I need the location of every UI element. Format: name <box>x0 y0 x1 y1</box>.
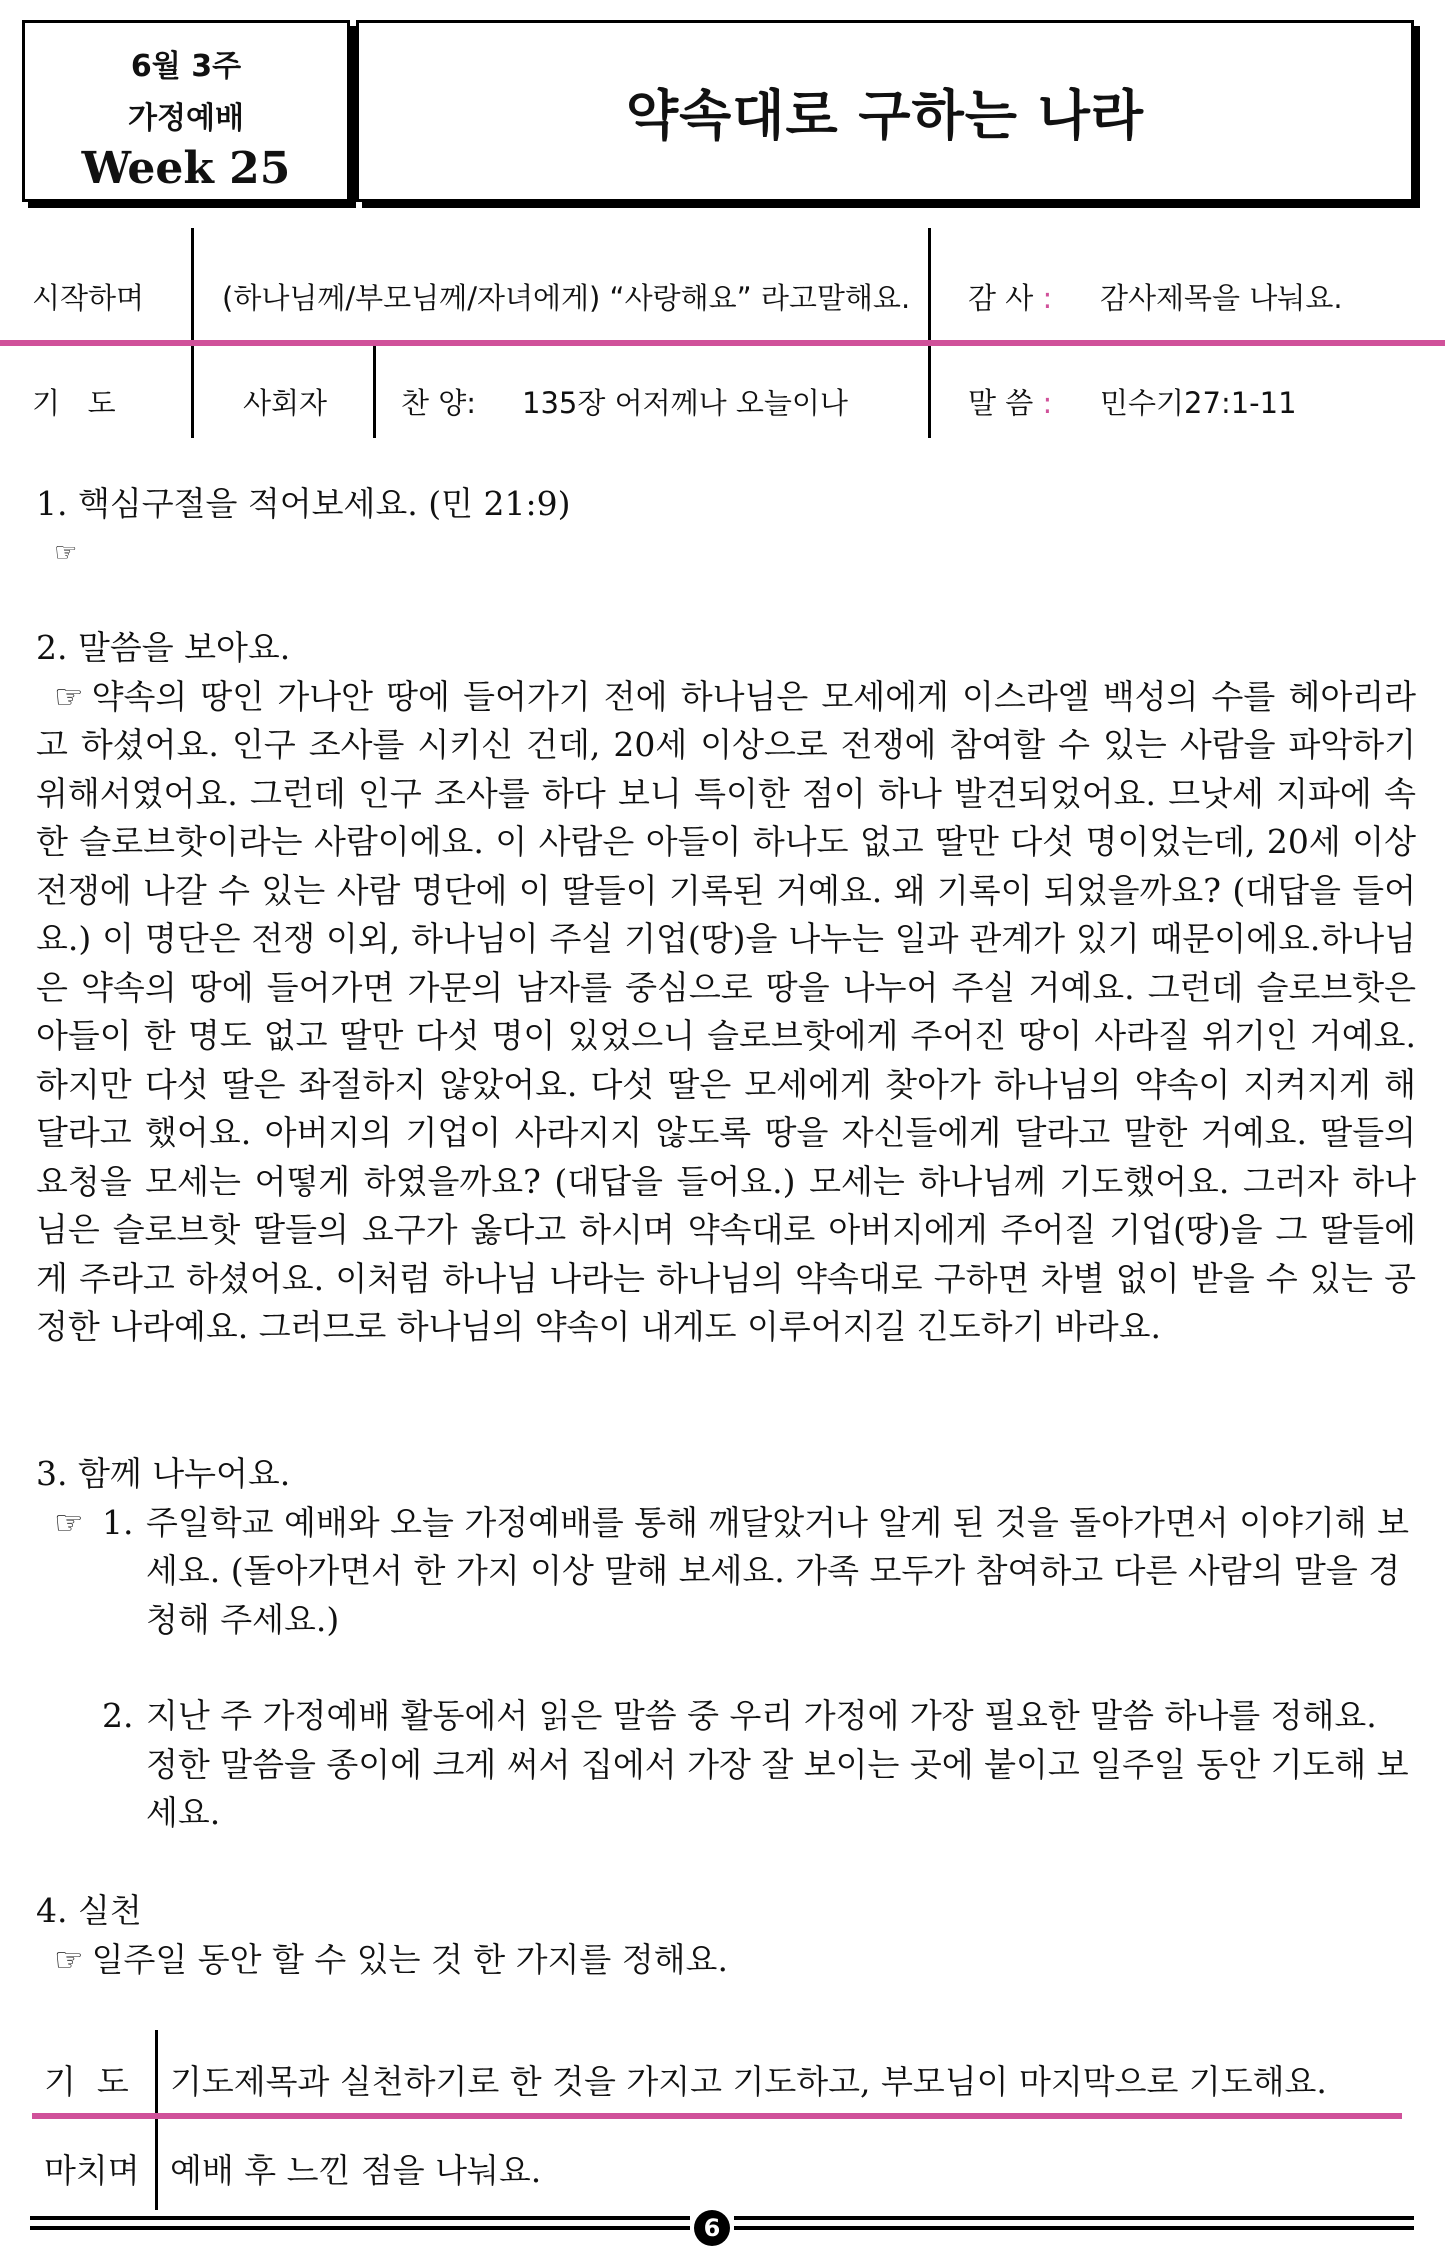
info-divider <box>191 228 194 438</box>
week-date: 6월 3주 <box>130 49 242 84</box>
title-box <box>356 20 1414 202</box>
section-2-text: 약속의 땅인 가나안 땅에 들어가기 전에 하나님은 모세에게 이스라엘 백성의 수를 헤아리라고 하셨어요. 인구 조사를 시키신 건데, 20세 이상으로 전쟁에 참여할 수 있는 사람을 파악하기 위해서였어요. 그런데 인구 조사를 하다 보니 특이한 점이 하나 발견되었어요. 므낫세 지파에 속한 슬로브핫이라는 사람이에요. 이 사람은 아들이 하나도 없고 딸만 다섯 명이었는데, 20세 이상 전쟁에 나갈 수 있는 사람 명단에 이 딸들이 기록된 거예요. 왜 기록이 되었을까요? (대답을 들어요.) 이 명단은 전쟁 이외, 하나님이 주실 기업(땅)을 나누는 일과 관계가 있기 때문이에요.하나님은 약속의 땅에 들어가면 가문의 남자를 중심으로 땅을 나누어 주실 거예요. 그런데 슬로브핫은 아들이 한 명도 없고 딸만 다섯 명이 있었으니 슬로브핫에게 주어진 땅이 사라질 위기인 거예요. 하지만 다섯 딸은 좌절하지 않았어요. 다섯 딸은 모세에게 찾아가 하나님의 약속이 지켜지게 해 달라고 했어요. 아버지의 기업이 사라지지 않도록 땅을 자신들에게 달라고 말한 거예요. 딸들의 요청을 모세는 어떻게 하였을까요? (대답을 들어요.) 모세는 하나님께 기도했어요. 그러자 하나님은 슬로브핫 딸들의 요구가 옳다고 하시며 약속대로 아버지에게 주어질 기업(땅)을 그 딸들에게 주라고 하셨어요. 이처럼 하나님 나라는 하나님의 약속대로 구하면 차별 없이 받을 수 있는 공정한 나라예요. 그러므로 하나님의 약속이 내게도 이루어지길 긴도하기 바라요. <box>36 676 1416 1346</box>
share-item-1-num: 1. <box>102 1502 134 1542</box>
thanks-content: 감사제목을 나눠요. <box>1100 281 1343 315</box>
word-label-text: 말 씀 <box>968 386 1034 420</box>
start-content: (하나님께/부모님께/자녀에게) “사랑해요” 라고말해요. <box>222 281 911 315</box>
prayer-label: 기 도 <box>32 386 116 420</box>
section-1 <box>36 480 1416 577</box>
section-1-heading: 1. 핵심구절을 적어보세요. (민 21:9) <box>36 484 571 523</box>
section-4-text: 일주일 동안 할 수 있는 것 한 가지를 정해요. <box>91 1939 728 1979</box>
start-label: 시작하며 <box>32 281 145 315</box>
closing-end-content: 예배 후 느낀 점을 나눠요. <box>170 2151 542 2190</box>
section-2 <box>36 624 1416 1352</box>
footer-line-left <box>30 2216 690 2220</box>
leader-label: 사회자 <box>243 386 328 420</box>
page-number: 6 <box>694 2210 730 2246</box>
thanks-colon: : <box>1042 281 1053 315</box>
section-4 <box>36 1887 1416 1984</box>
section-3 <box>36 1450 1416 1838</box>
pink-divider <box>0 340 1445 346</box>
thanks-label-text: 감 사 <box>968 281 1034 315</box>
footer-line-left <box>30 2226 690 2230</box>
thanks-label <box>968 276 1052 317</box>
section-3-heading: 3. 함께 나누어요. <box>36 1454 291 1493</box>
word-content: 민수기27:1-11 <box>1100 386 1297 420</box>
share-item-1-text: 주일학교 예배와 오늘 가정예배를 통해 깨달았거나 알게 된 것을 돌아가면서 이야기해 보세요. (돌아가면서 한 가지 이상 말해 보세요. 가족 모두가 참여하고 다른 사람의 말을 경청해 주세요.) <box>146 1502 1409 1639</box>
closing-end-label: 마치며 <box>44 2151 140 2190</box>
pointing-hand-icon: ☞ <box>54 1502 84 1542</box>
share-item-2-text: 지난 주 가정예배 활동에서 읽은 말씀 중 우리 가정에 가장 필요한 말씀 하나를 정해요. 정한 말씀을 종이에 크게 써서 집에서 가장 잘 보이는 곳에 붙이고 일주일 동안 기도해 보세요. <box>146 1696 1409 1832</box>
week-category: 가정예배 <box>128 101 244 136</box>
section-4-body <box>36 1936 1416 1985</box>
section-2-heading: 2. 말씀을 보아요. <box>36 628 291 667</box>
info-divider <box>928 228 931 438</box>
word-colon: : <box>1042 386 1053 420</box>
page-title: 약속대로 구하는 나라 <box>625 83 1145 147</box>
share-item-2 <box>36 1692 1416 1838</box>
pointing-hand-icon: ☞ <box>54 676 84 716</box>
hymn-label: 찬 양: <box>401 386 477 420</box>
closing-divider <box>155 2030 158 2210</box>
share-item-2-num: 2. <box>102 1696 134 1735</box>
closing-prayer-label: 기 도 <box>44 2062 129 2101</box>
hymn-value: 135장 어저께나 오늘이나 <box>522 386 848 420</box>
section-4-heading: 4. 실천 <box>36 1891 142 1930</box>
pink-divider <box>32 2113 1402 2119</box>
share-item-1 <box>36 1499 1416 1645</box>
week-box <box>22 20 350 202</box>
week-number: Week 25 <box>81 143 291 194</box>
info-divider <box>373 346 376 438</box>
section-2-body <box>36 673 1416 1352</box>
footer-line-right <box>734 2226 1414 2230</box>
pointing-hand-icon: ☞ <box>54 537 78 568</box>
word-label <box>968 381 1052 422</box>
pointing-hand-icon: ☞ <box>54 1939 84 1979</box>
closing-prayer-content: 기도제목과 실천하기로 한 것을 가지고 기도하고, 부모님이 마지막으로 기도해요. <box>170 2062 1327 2101</box>
footer-line-right <box>734 2216 1414 2220</box>
